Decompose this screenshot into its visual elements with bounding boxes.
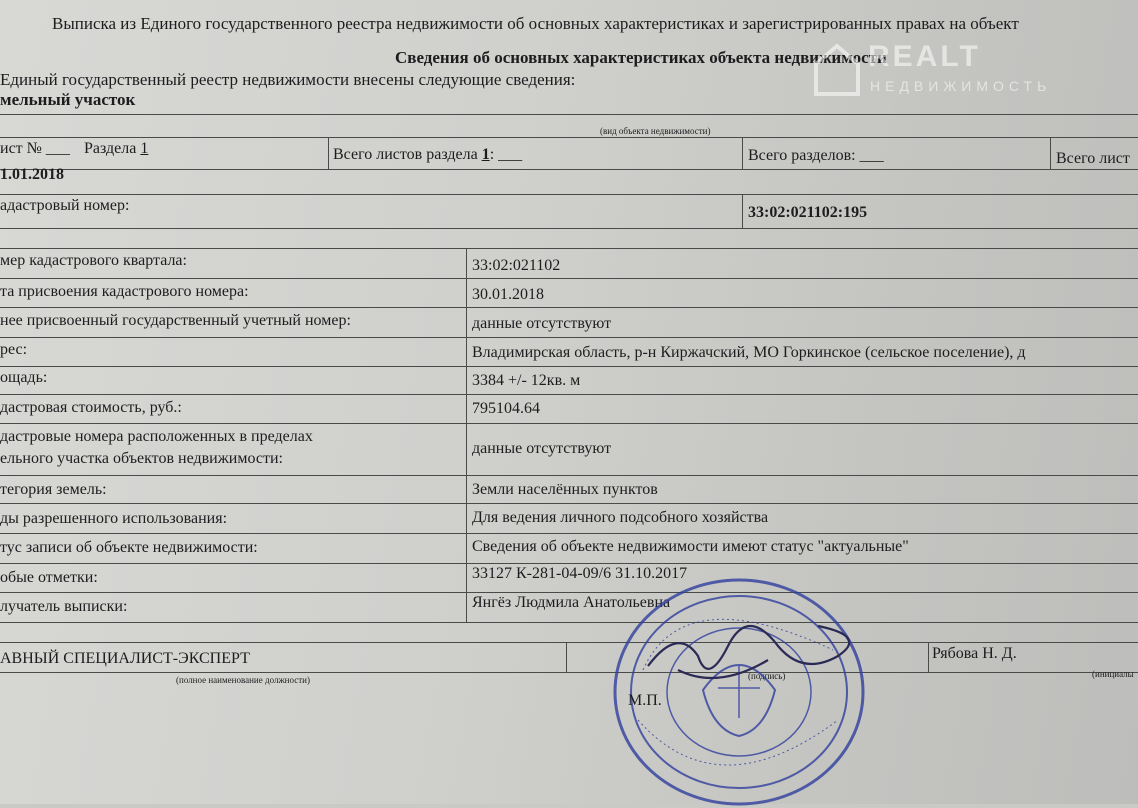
- realt-watermark: [808, 40, 1138, 100]
- table-row-label: тегория земель:: [0, 481, 107, 498]
- name-caption: (инициалы: [1092, 669, 1134, 679]
- position-caption: (полное наименование должности): [176, 675, 310, 685]
- divider: [0, 114, 1138, 115]
- object-kind-caption: (вид объекта недвижимости): [600, 126, 711, 136]
- table-row-value: 3384 +/- 12кв. м: [472, 372, 581, 389]
- total-sections: Всего разделов: ___: [748, 147, 884, 164]
- table-row-label: мер кадастрового квартала:: [0, 252, 187, 269]
- table-row-value: данные отсутствуют: [472, 315, 612, 332]
- cadastral-number-value: 33:02:021102:195: [748, 204, 868, 221]
- table-row-label: обые отметки:: [0, 569, 98, 586]
- table-row-value: 30.01.2018: [472, 286, 544, 303]
- table-row-value: Для ведения личного подсобного хозяйства: [472, 509, 769, 526]
- watermark-sub: НЕДВИЖИМОСТЬ: [870, 78, 1052, 94]
- section-number: Раздела 1: [84, 140, 149, 157]
- table-row-label: та присвоения кадастрового номера:: [0, 283, 249, 300]
- table-row-label: лучатель выписки:: [0, 598, 128, 615]
- table-row-value: Владимирская область, р-н Киржачский, МО Горкинское (сельское поселение), д: [472, 344, 1026, 361]
- table-row-label: ощадь:: [0, 369, 48, 386]
- table-row-label: ельного участка объектов недвижимости:: [0, 450, 283, 467]
- realt-logo-icon: [812, 42, 862, 98]
- table-row-label: нее присвоенный государственный учетный номер:: [0, 312, 351, 329]
- table-row-value: 33127 К-281-04-09/6 31.10.2017: [472, 565, 688, 582]
- official-seal-icon: [608, 570, 870, 808]
- table-row-value: данные отсутствуют: [472, 440, 612, 457]
- table-row-label: рес:: [0, 341, 28, 358]
- total-sheets: Всего листов раздела 1: ___: [333, 146, 523, 163]
- table-row-value: 33:02:021102: [472, 257, 561, 274]
- table-row-label: ды разрешенного использования:: [0, 510, 228, 527]
- watermark-brand: REALT: [868, 40, 981, 73]
- cadastral-number-label: адастровый номер:: [0, 197, 130, 214]
- table-row-label: дастровая стоимость, руб.:: [0, 399, 182, 416]
- sheet-number: ист № ___: [0, 140, 70, 157]
- table-row-value: Сведения об объекте недвижимости имеют статус "актуальные": [472, 538, 909, 555]
- intro-line: Единый государственный реестр недвижимости внесены следующие сведения:: [0, 70, 576, 89]
- total-sheets-all: Всего лист: [1056, 150, 1130, 167]
- table-row-value: Янгёз Людмила Анатольевна: [472, 594, 671, 611]
- table-row-label: тус записи об объекте недвижимости:: [0, 539, 258, 556]
- table-row-value: Земли населённых пунктов: [472, 481, 658, 498]
- signatory-position: АВНЫЙ СПЕЦИАЛИСТ-ЭКСПЕРТ: [0, 650, 250, 667]
- sign-caption: (подпись): [748, 671, 786, 681]
- section-title: Сведения об основных характеристиках объекта недвижимости: [395, 48, 887, 67]
- extract-date: 1.01.2018: [0, 166, 64, 183]
- table-row-label: дастровые номера расположенных в пределах: [0, 428, 313, 445]
- signatory-name: Рябова Н. Д.: [932, 645, 1017, 662]
- divider: [0, 137, 1138, 138]
- table-row-value: 795104.64: [472, 400, 540, 417]
- seal-place-mark: М.П.: [628, 692, 662, 709]
- extract-title: Выписка из Единого государственного реестра недвижимости об основных характеристиках и зарегистрированных правах на объект: [52, 14, 1019, 33]
- object-kind: мельный участок: [0, 90, 136, 109]
